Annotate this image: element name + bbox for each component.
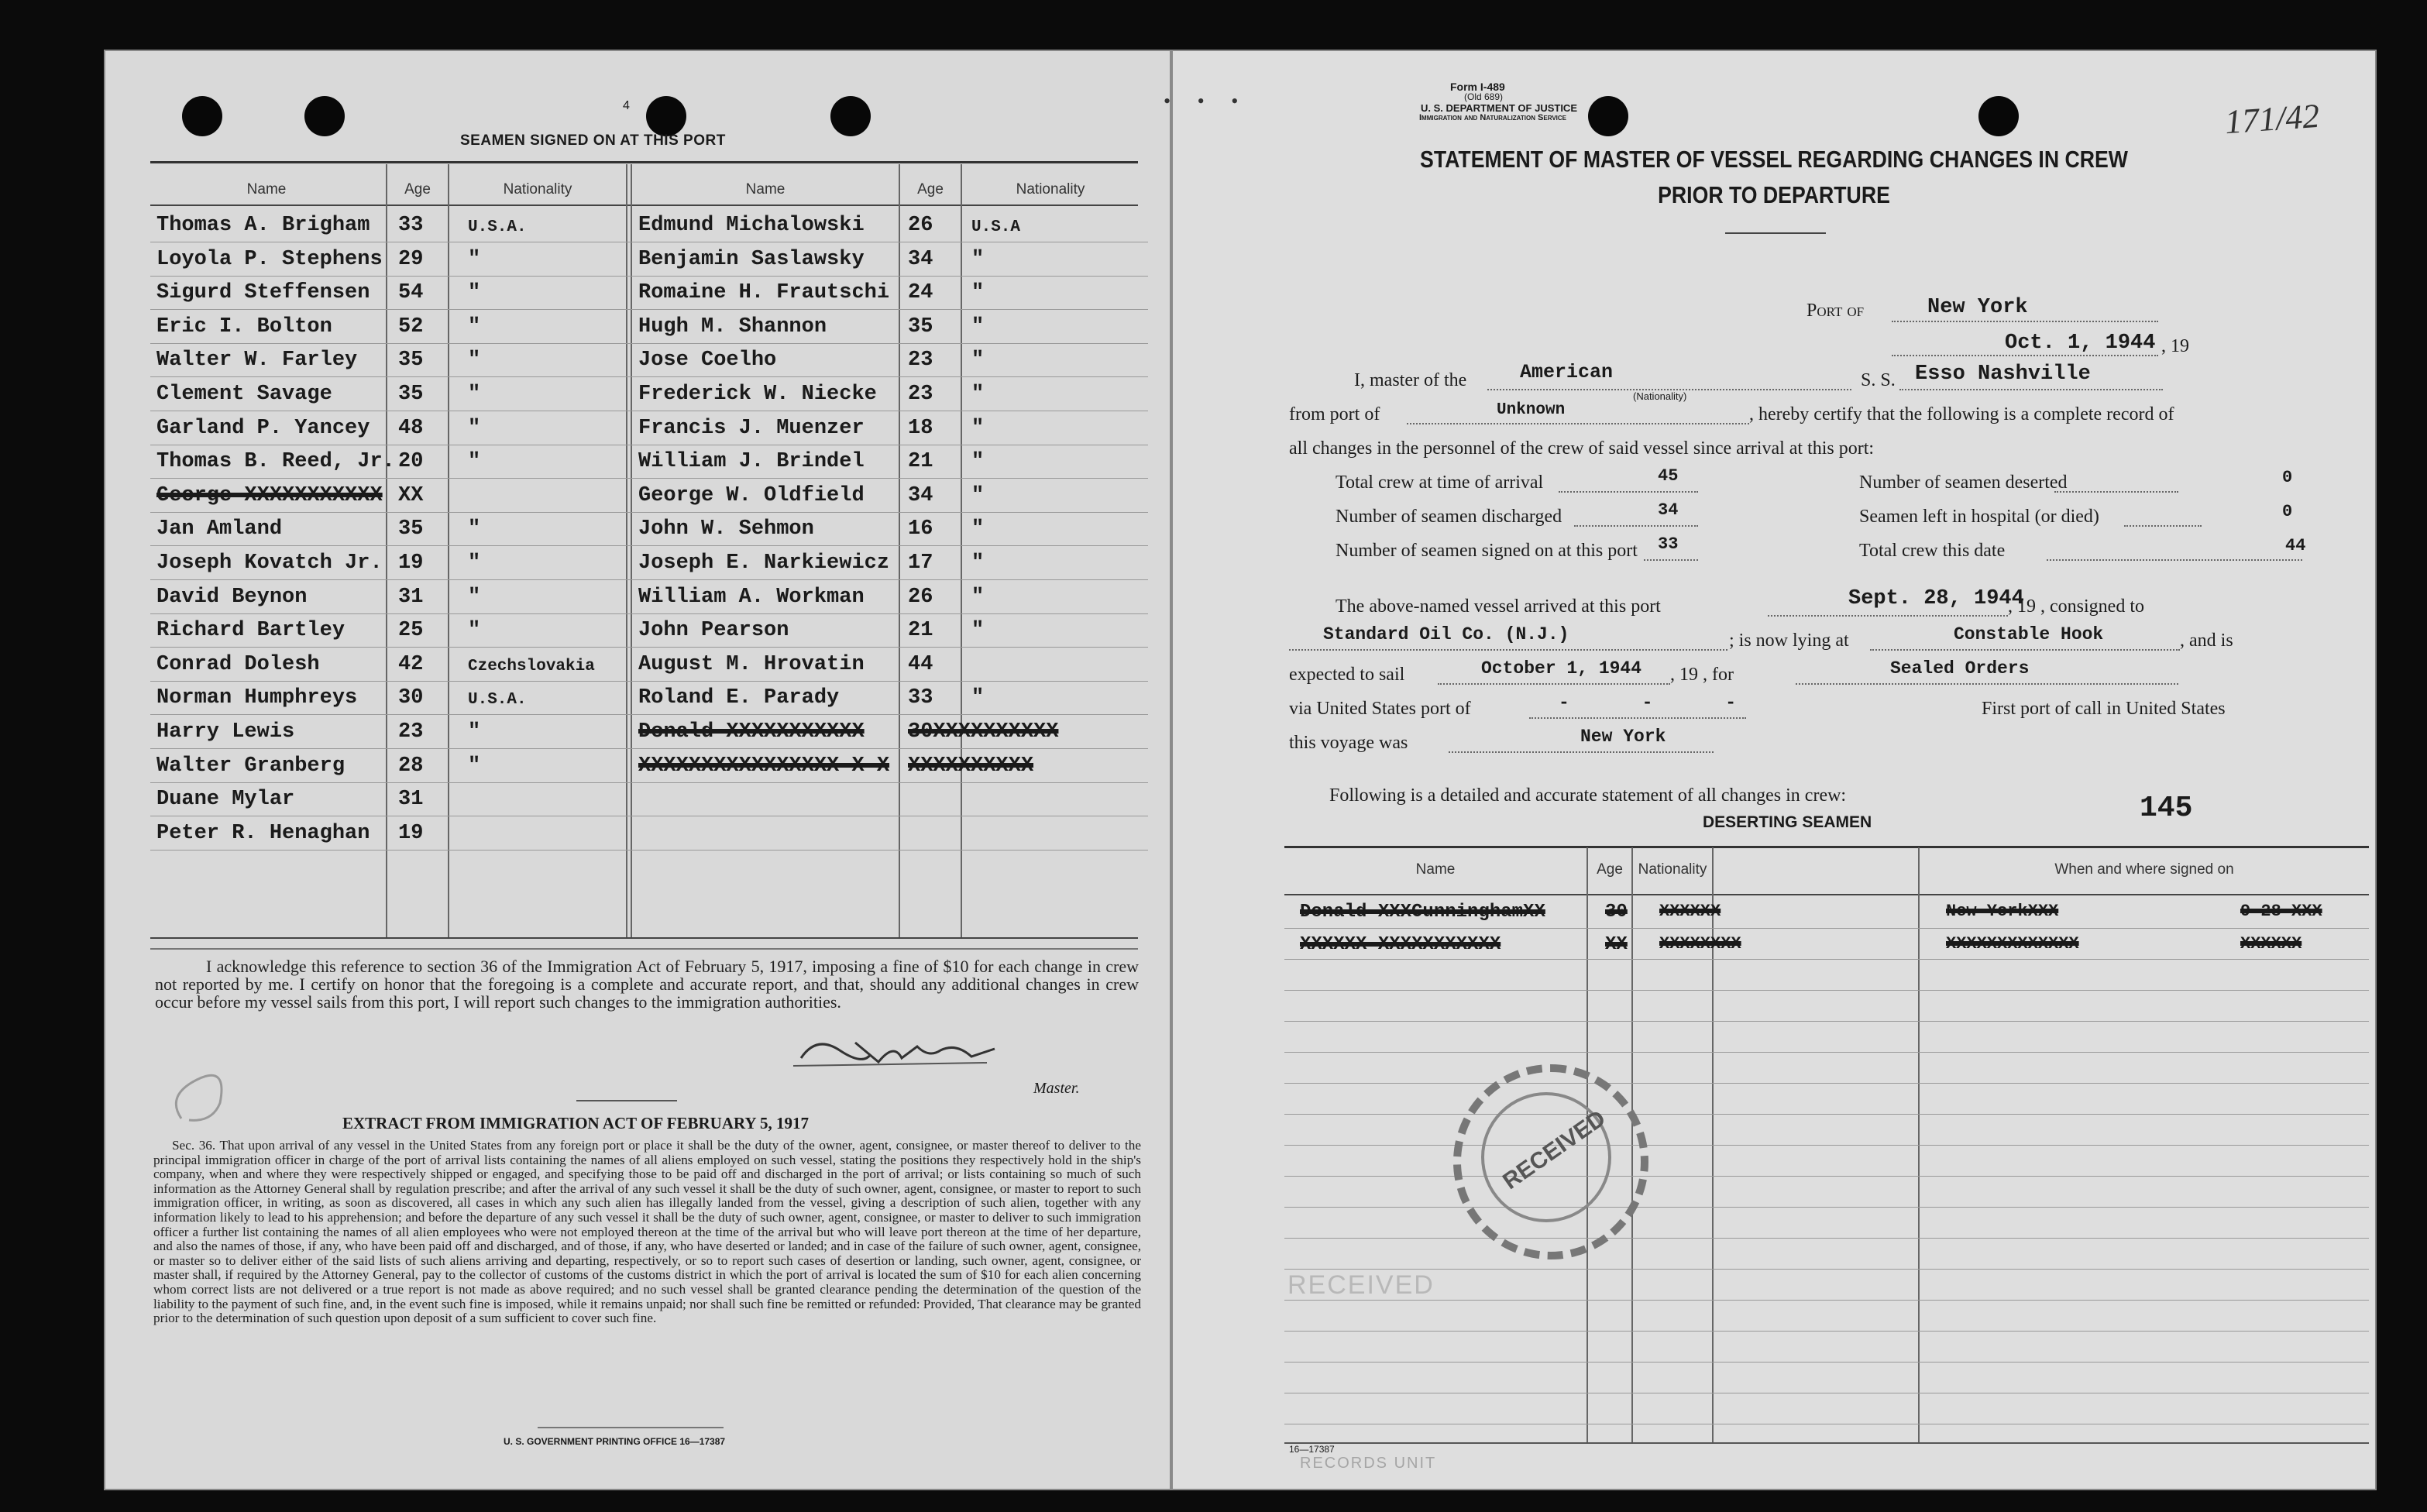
date-value: Oct. 1, 1944 [2005, 332, 2156, 355]
right-row-name: Romaine H. Frautschi [638, 281, 890, 305]
right-row-age: 23 [908, 383, 933, 406]
stat-label-total-crew: Total crew this date [1859, 541, 2006, 561]
right-row-nat: " [971, 349, 985, 373]
right-row-age: 44 [908, 652, 933, 676]
left-row-age: 28 [398, 754, 424, 778]
right-row-name: William J. Brindel [638, 450, 865, 474]
left-row-name: Sigurd Steffensen [156, 281, 370, 305]
via-label: via United States port of [1289, 699, 1471, 719]
date-suffix: , 19 [2161, 336, 2189, 356]
service: Immigration and Naturalization Service [1419, 113, 1567, 122]
faded-received-text: RECEIVED [1287, 1270, 1435, 1300]
left-row-nat: " [468, 314, 481, 338]
right-row-age: 21 [908, 450, 933, 474]
right-row-nat: " [971, 383, 985, 406]
left-row-age: 35 [398, 517, 424, 541]
left-row-name: Garland P. Yancey [156, 416, 370, 440]
and-is-label: , and is [2180, 631, 2233, 651]
stat-label-arrival: Total crew at time of arrival [1336, 472, 1544, 493]
acknowledgement-text: I acknowledge this reference to section 36 of the Immigration Act of February 5, 1917, imposing a fine of $10 for each change in crew not reported by me. I certify on honor that the foregoing is a complete and accurate report, and that, should any additional changes in crew occur before my vessel sails from this port, I will report such changes to the immigration authorities. [155, 957, 1139, 1012]
right-row-age: 26 [908, 585, 933, 609]
form-number: Form I-489 [1450, 81, 1505, 93]
right-row-name: William A. Workman [638, 585, 865, 609]
left-row-nat: " [468, 383, 481, 406]
deserting-title: DESERTING SEAMEN [1703, 813, 1872, 831]
from-port-label: from port of [1289, 404, 1380, 424]
department: U. S. DEPARTMENT OF JUSTICE [1421, 102, 1577, 114]
port-value: New York [1927, 296, 2028, 319]
right-row-age: 34 [908, 483, 933, 507]
right-row-name: Frederick W. Niecke [638, 383, 877, 406]
deserting-row-where: New YorkXXX [1946, 902, 2059, 921]
left-row-nat: " [468, 450, 481, 474]
handwritten-number: 145 [2140, 792, 2193, 825]
printer-line-left: U. S. GOVERNMENT PRINTING OFFICE 16—17387 [504, 1436, 726, 1447]
master-label: Master. [1033, 1080, 1080, 1097]
left-row-name: Walter Granberg [156, 754, 345, 778]
stat-value-discharged: 34 [1658, 500, 1679, 520]
right-row-nat: " [971, 247, 985, 271]
received-stamp [1453, 1064, 1648, 1259]
deserting-row-age: 30 [1605, 902, 1628, 923]
col-header-age: Age [404, 181, 431, 198]
lying-label: ; is now lying at [1729, 631, 1849, 651]
left-row-nat: " [468, 349, 481, 373]
left-row-age: 52 [398, 314, 424, 338]
right-row-name: Benjamin Saslawsky [638, 247, 865, 271]
right-row-nat: " [971, 450, 985, 474]
left-row-age: 54 [398, 281, 424, 305]
page-number: 4 [623, 99, 630, 112]
form-title-line1: STATEMENT OF MASTER OF VESSEL REGARDING CHANGES IN CREW [1420, 146, 2128, 173]
right-row-nat: " [971, 619, 985, 643]
left-row-nat: " [468, 754, 481, 778]
deserting-row-age: XX [1605, 934, 1628, 955]
deserting-row-when: XXXXXX [2240, 934, 2302, 954]
left-row-age: 35 [398, 349, 424, 373]
left-row-name: David Beynon [156, 585, 308, 609]
deserting-row-nat: XXXXXX [1659, 902, 1721, 921]
nationality-value: American [1520, 361, 1614, 383]
left-row-age: 19 [398, 821, 424, 845]
right-row-age: 21 [908, 619, 933, 643]
form-title-line2: PRIOR TO DEPARTURE [1658, 181, 1890, 208]
right-row-age: 24 [908, 281, 933, 305]
right-row-nat: " [971, 585, 985, 609]
left-row-age: 30 [398, 686, 424, 710]
left-row-name: Richard Bartley [156, 619, 345, 643]
right-row-name: Roland E. Parady [638, 686, 840, 710]
right-row-age: 16 [908, 517, 933, 541]
section-title: SEAMEN SIGNED ON AT THIS PORT [460, 132, 726, 149]
left-row-nat: " [468, 416, 481, 440]
left-row-name: Joseph Kovatch Jr. [156, 552, 383, 575]
from-port-value: Unknown [1497, 401, 1566, 419]
arrived-label: The above-named vessel arrived at this port [1336, 596, 1661, 617]
left-row-nat: " [468, 552, 481, 575]
left-row-age: XX [398, 483, 424, 507]
deserting-row-when: 9-28-XXX [2240, 902, 2322, 921]
col-header-age-2: Age [917, 181, 944, 198]
left-row-age: 35 [398, 383, 424, 406]
right-row-age: 26 [908, 214, 933, 237]
nationality-caption: (Nationality) [1633, 390, 1687, 402]
left-row-name: Walter W. Farley [156, 349, 358, 373]
left-row-nat: " [468, 517, 481, 541]
punch-hole [182, 96, 222, 136]
master-of-label: I, master of the [1354, 370, 1467, 390]
left-row-age: 19 [398, 552, 424, 575]
deserting-row-name: XXXXXX XXXXXXXXXXX [1300, 934, 1501, 955]
col-header-nationality: Nationality [503, 181, 572, 198]
stat-label-signed-on: Number of seamen signed on at this port [1336, 541, 1638, 561]
right-row-name: Francis J. Muenzer [638, 416, 865, 440]
deserting-header-when-where: When and where signed on [2054, 861, 2234, 878]
right-row-name: Edmund Michalowski [638, 214, 865, 237]
expected-value: October 1, 1944 [1481, 658, 1642, 679]
for-label: , 19 , for [1670, 665, 1734, 685]
right-row-name: August M. Hrovatin [638, 652, 865, 676]
consigned-label: , 19 , consigned to [2008, 596, 2144, 617]
left-row-name: Clement Savage [156, 383, 332, 406]
left-row-age: 42 [398, 652, 424, 676]
stamp-text: RECEIVED [1498, 1105, 1611, 1195]
right-row-age: 34 [908, 247, 933, 271]
col-header-name: Name [246, 181, 287, 198]
right-row-name: George W. Oldfield [638, 483, 865, 507]
form-old: (Old 689) [1464, 91, 1504, 102]
deserting-row-name: Donald XXXCunninghamXX [1300, 902, 1545, 923]
right-row-nat: " [971, 552, 985, 575]
stat-value-signed-on: 33 [1658, 534, 1679, 554]
right-row-name: XXXXXXXXXXXXXXXX X X [638, 754, 890, 778]
col-header-name-2: Name [745, 181, 786, 198]
right-row-name: John Pearson [638, 619, 789, 643]
right-row-nat: U.S.A [971, 218, 1021, 236]
left-row-age: 23 [398, 720, 424, 744]
right-page: • • • Form I-489 (Old 689) U. S. DEPARTMENT OF JUSTICE Immigration and Naturalization Service STATEMENT OF MASTER OF VESSEL REGARDING CHANGES IN CREW PRIOR TO DEPARTURE 171/42 Port of New York Oct. 1, 1944 , 19 I, master of the American S. S. Esso Nashville from port of Unknown (Nationality) , hereby certify that the following is a complete record of all changes in the personnel of the crew of said vessel since arrival at this port: Total crew at time of arrival 45 Number of seamen discharged 34 Number of seamen signed on at this port 33 Number of seamen deserted 0 Seamen left in hospital (or died) 0 Total crew this date 44 The above-named vessel arrived at this port Sept. 28, 1944 , 19 , consigned to Standard Oil Co. (N.J.) ; is now lying at Constable Hook , and is expected to sail October 1, 1944 , 19 , for Sealed Orders via United States port of - - - First port of call in United States this voyage was New York Following is a detailed and accurate statement of all changes in crew: DESERTING SEAMEN 145 Name Age Nationality When and where signed on Donald XXXCunninghamXX 30 XXXXXX New YorkXXX 9-28-XXX XXXXXX XXXXXXXXXXX XX XXXXXXXX XXXXXXXXXXXXX XXXXXX RECEIVED RECEIVED 16—17387 RECORDS UNIT [1171, 50, 2377, 1490]
deserting-header-name: Name [1415, 861, 1456, 878]
right-row-name: Hugh M. Shannon [638, 314, 827, 338]
right-row-nat: " [971, 314, 985, 338]
lying-value: Constable Hook [1954, 624, 2104, 644]
deserting-header-age: Age [1597, 861, 1623, 878]
col-header-nationality-2: Nationality [1016, 181, 1085, 198]
left-row-name: Thomas A. Brigham [156, 214, 370, 237]
left-row-nat: U.S.A. [468, 691, 527, 710]
faded-stamp-mark [150, 1049, 259, 1134]
expected-label: expected to sail [1289, 665, 1405, 685]
right-row-nat: " [971, 686, 985, 710]
stat-value-arrival: 45 [1658, 466, 1679, 486]
right-row-name: John W. Sehmon [638, 517, 814, 541]
left-row-nat: Czechslovakia [468, 657, 595, 675]
right-row-age: 35 [908, 314, 933, 338]
right-row-name: Joseph E. Narkiewicz [638, 552, 890, 575]
corner-handwritten-note: 171/42 [2223, 96, 2321, 142]
right-row-name: Donald XXXXXXXXXXX [638, 720, 865, 744]
left-row-name: Jan Amland [156, 517, 283, 541]
right-row-age: 30XXXXXXXXXX [908, 720, 1059, 744]
left-row-age: 29 [398, 247, 424, 271]
left-row-name: Duane Mylar [156, 788, 295, 812]
punch-hole [830, 96, 871, 136]
right-row-nat: " [971, 281, 985, 305]
first-port-label: First port of call in United States [1982, 699, 2226, 719]
printer-line-right: 16—17387 [1289, 1444, 1335, 1455]
right-row-age: 23 [908, 349, 933, 373]
right-row-nat: " [971, 416, 985, 440]
right-row-age: 33 [908, 686, 933, 710]
deserting-row-nat: XXXXXXXX [1659, 934, 1741, 954]
left-row-name: Peter R. Henaghan [156, 821, 370, 845]
deserting-header-nationality: Nationality [1638, 861, 1707, 878]
left-row-name: Harry Lewis [156, 720, 295, 744]
left-row-nat: " [468, 247, 481, 271]
master-signature [786, 1027, 1033, 1074]
right-row-age: XXXXXXXXXX [908, 754, 1034, 778]
certify-text-2: all changes in the personnel of the crew of said vessel since arrival at this port: [1289, 438, 1875, 459]
left-row-nat: U.S.A. [468, 218, 527, 236]
voyage-value: New York [1580, 727, 1666, 747]
ss-label: S. S. [1861, 370, 1896, 390]
for-value: Sealed Orders [1890, 658, 2030, 679]
left-row-age: 31 [398, 788, 424, 812]
punch-hole [1978, 96, 2019, 136]
left-row-age: 48 [398, 416, 424, 440]
left-row-age: 25 [398, 619, 424, 643]
punch-hole [304, 96, 345, 136]
port-label: Port of [1806, 301, 1865, 321]
stat-value-deserted: 0 [2282, 468, 2293, 487]
voyage-label: this voyage was [1289, 733, 1408, 753]
left-row-age: 20 [398, 450, 424, 474]
stat-value-total-crew: 44 [2285, 536, 2306, 555]
certify-text: , hereby certify that the following is a complete record of [1749, 404, 2174, 424]
left-row-name: Norman Humphreys [156, 686, 358, 710]
stat-value-hospital: 0 [2282, 502, 2293, 521]
left-row-age: 33 [398, 214, 424, 237]
punch-hole [1588, 96, 1628, 136]
arrived-value: Sept. 28, 1944 [1848, 587, 2024, 610]
left-row-name: Conrad Dolesh [156, 652, 320, 676]
left-row-name: Loyola P. Stephens [156, 247, 383, 271]
records-unit-text: RECORDS UNIT [1300, 1455, 1437, 1472]
left-row-name: Eric I. Bolton [156, 314, 332, 338]
punch-hole [646, 96, 686, 136]
stat-label-hospital: Seamen left in hospital (or died) [1859, 507, 2099, 527]
left-row-nat: " [468, 619, 481, 643]
left-page [104, 50, 1171, 1490]
left-row-nat: " [468, 720, 481, 744]
right-row-age: 18 [908, 416, 933, 440]
left-row-age: 31 [398, 585, 424, 609]
left-row-name: George XXXXXXXXXXX [156, 483, 383, 507]
consignee-value: Standard Oil Co. (N.J.) [1323, 624, 1569, 644]
right-row-nat: " [971, 517, 985, 541]
deserting-row-where: XXXXXXXXXXXXX [1946, 934, 2079, 954]
stat-label-deserted: Number of seamen deserted [1859, 472, 2068, 493]
via-value: - - - [1559, 692, 1768, 713]
right-row-age: 17 [908, 552, 933, 575]
extract-text: Sec. 36. That upon arrival of any vessel in the United States from any foreign port or place it shall be the duty of the owner, agent, consignee, or master thereof to deliver to the principal immigration officer in charge of the port of arrival lists containing the names of all aliens employed on such vessel, stating the positions they respectively hold in the ship's company, when and where they were respectively shipped or engaged, and specifying those to be paid off and discharged in the port of arrival; or lists containing so much of such information as the Attorney General shall by regulation prescribe; and after the arrival of any such vessel it shall be the duty of such owner, agent, consignee, or master to report to such immigration officer, in writing, as soon as discovered, all cases in which any such alien has illegally landed from the vessel, giving a description of such alien, together with any information likely to lead to his apprehension; and before the departure of any such vessel it shall be the duty of such owner, agent, consignee, or master to deliver to such immigration officer a further list containing the names of all alien employees who were not employed thereon at the time of the arrival but who will leave port thereon at the time of her departure, and also the names of those, if any, who have been paid off and discharged, and of those, if any, who have deserted or landed; and in case of the failure of such owner, agent, consignee, or master so to deliver either of the said lists of such aliens arriving and departing, respectively, or so to report such cases of desertion or landing, such owner, agent, consignee, or master shall, if required by the Attorney General, pay to the collector of customs of the customs district in which the port of arrival is located the sum of $10 for each alien concerning whom correct lists are not delivered or a true report is not made as above required; and no such vessel shall be granted clearance pending the determination of the question of the liability to the payment of such fine, and, in the event such fine is imposed, while it remains unpaid; nor shall such fine be remitted or refunded: Provided, That clearance may be granted prior to the determination of such question upon deposit of a sum sufficient to cover such fine. [153, 1138, 1142, 1326]
right-row-nat: " [971, 483, 985, 507]
vessel-name: Esso Nashville [1915, 363, 2091, 386]
right-row-name: Jose Coelho [638, 349, 777, 373]
following-text: Following is a detailed and accurate statement of all changes in crew: [1329, 785, 1847, 806]
extract-title: EXTRACT FROM IMMIGRATION ACT OF FEBRUARY 5, 1917 [342, 1114, 810, 1132]
left-row-nat: " [468, 585, 481, 609]
left-row-nat: " [468, 281, 481, 305]
left-row-name: Thomas B. Reed, Jr. [156, 450, 395, 474]
stat-label-discharged: Number of seamen discharged [1336, 507, 1562, 527]
